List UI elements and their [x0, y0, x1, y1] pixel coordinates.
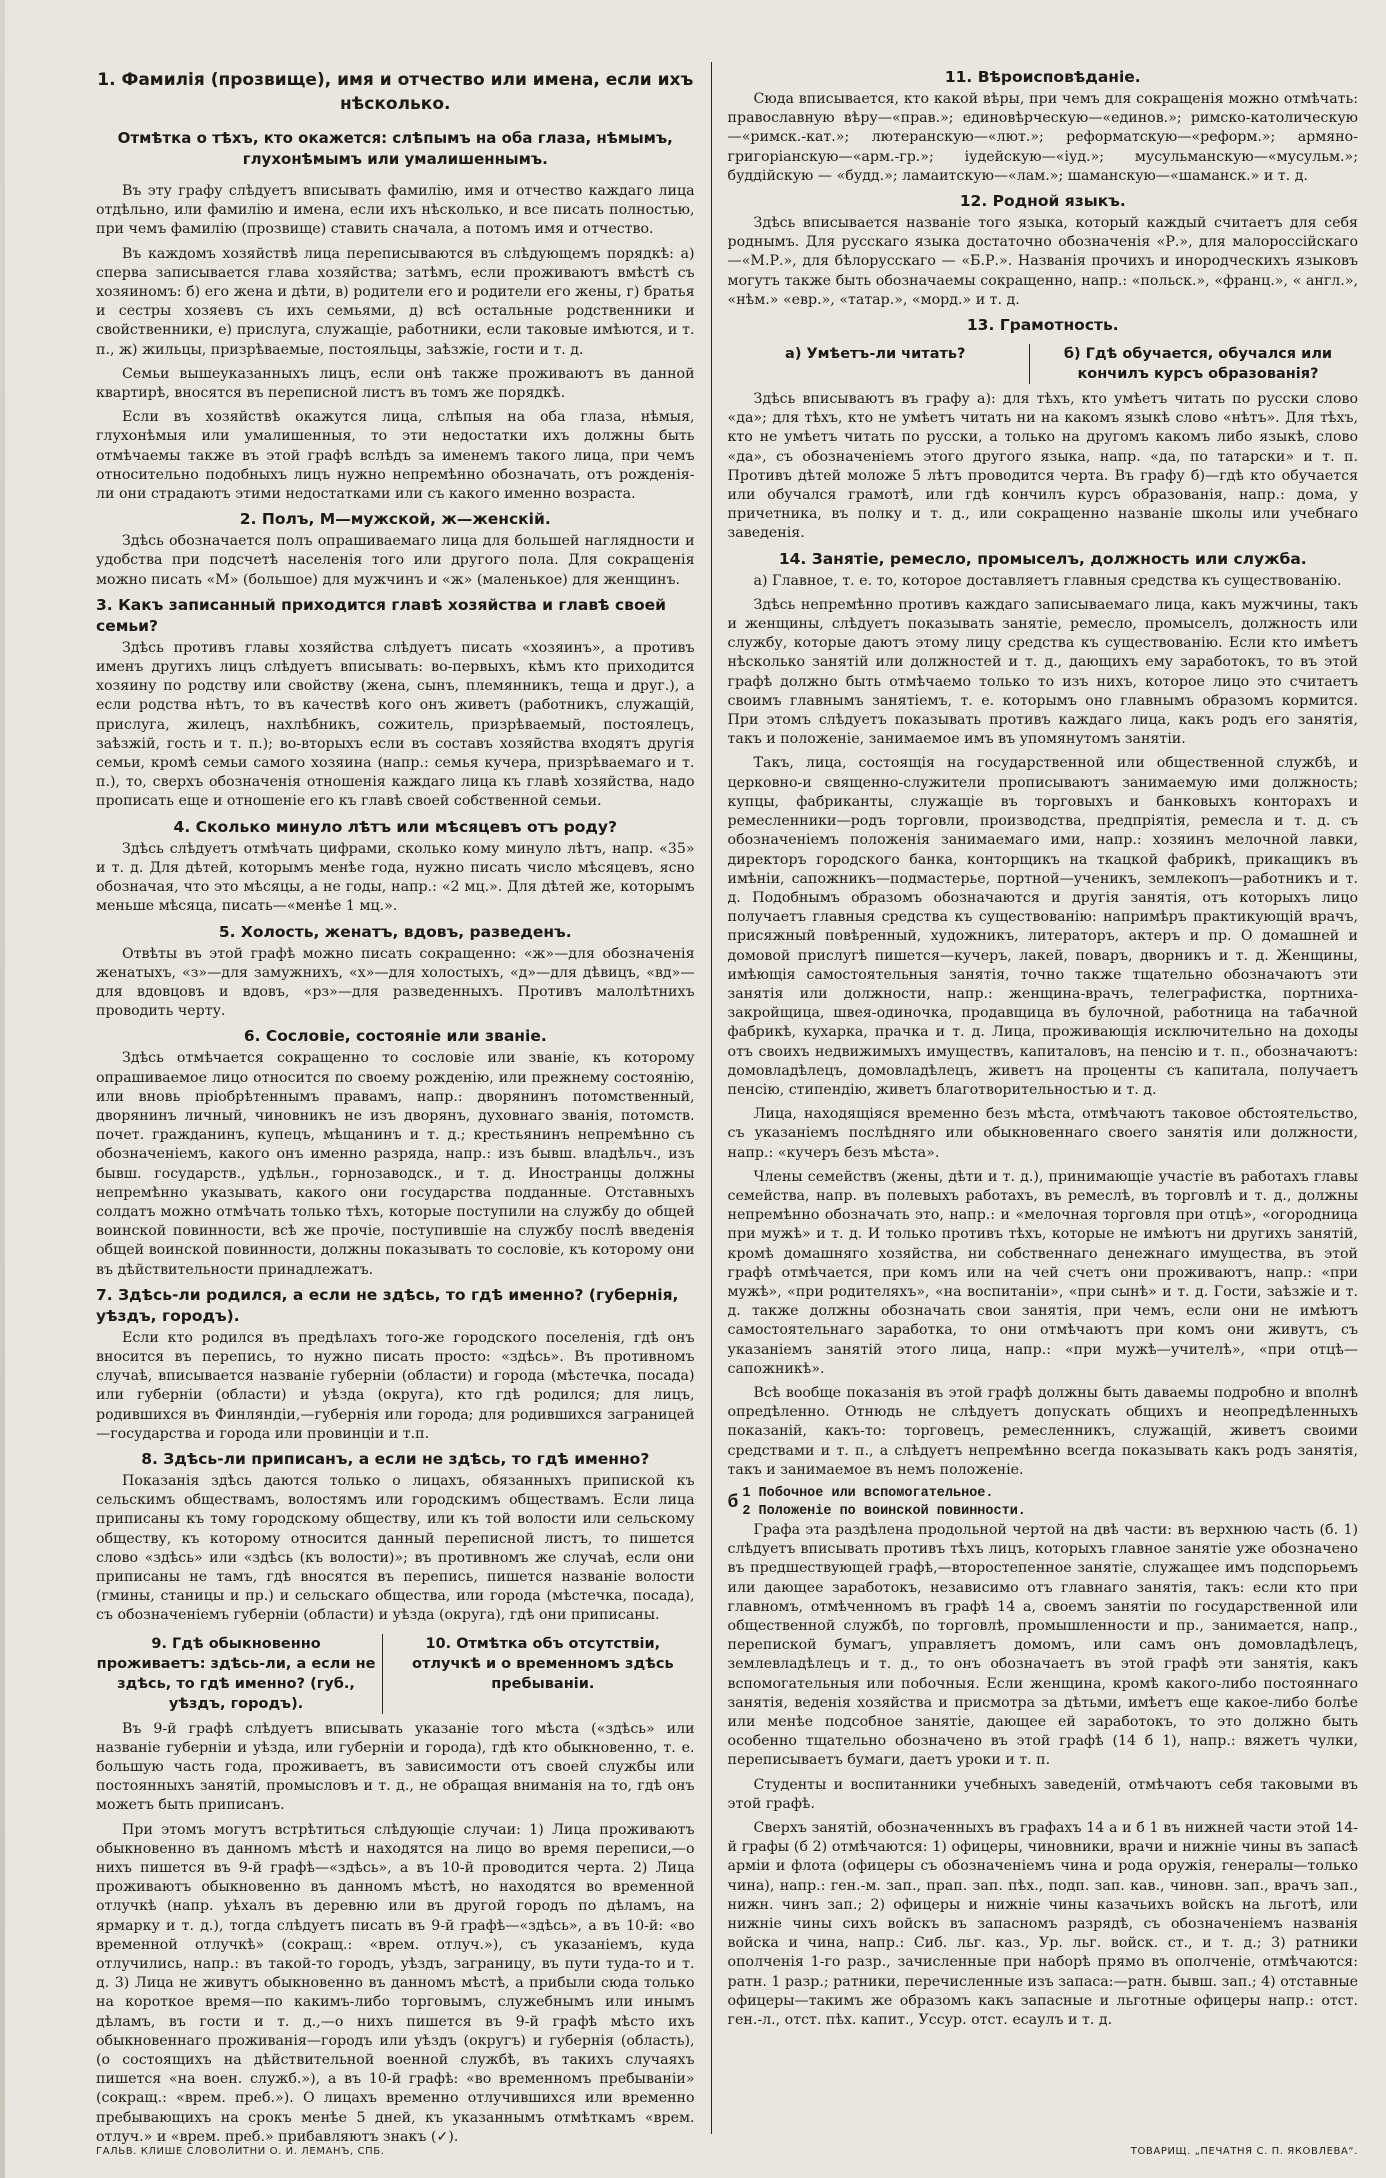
split-heading: [96, 1634, 695, 1714]
section-heading: 11. Вѣроисповѣданіе.: [944, 68, 1141, 86]
split-heading-right: 10. Отмѣтка объ отсутствіи, отлучкѣ и о временномъ здѣсь пребываніи.: [412, 1635, 674, 1692]
split-heading: [728, 344, 1358, 384]
paragraph: Семьи вышеуказанныхъ лицъ, если онѣ также проживаютъ въ данной квартирѣ, вносятся въ переписной листъ въ томъ же порядкѣ.: [96, 365, 695, 402]
section-heading: 6. Сословіе, состояніе или званіе.: [243, 1027, 547, 1046]
section-heading: 12. Родной языкъ.: [959, 192, 1126, 211]
subsection-letter: б: [727, 1492, 739, 1513]
right-column: [714, 62, 1358, 2134]
section-heading: 7. Здѣсь-ли родился, а если не здѣсь, то гдѣ именно? (губернія, уѣздъ, городъ).: [96, 1285, 679, 1325]
section-heading: Отмѣтка о тѣхъ, кто окажется: слѣпымъ на оба глаза, нѣмымъ, глухонѣмымъ или умалишеннымъ.: [117, 129, 673, 168]
paragraph: Здѣсь противъ главы хозяйства слѣдуетъ писать «хозяинъ», а противъ именъ другихъ лицъ слѣдуетъ вписывать: во-первыхъ, кѣмъ кто приходится хозяину по родству или свойству (жена, сынъ, племянникъ, теща и друг.), а если родства нѣтъ, то въ качествѣ кого онъ живетъ (работникъ, служащій, прислуга, жилецъ, нахлѣбникъ, сожитель, призрѣваемый, постоялецъ, заѣзжій, гость и т. п.); во-вторыхъ если въ составъ хозяйства входятъ другія семьи, кромѣ семьи самого хозяина (напр.: семья кучера, призрѣваемаго и т. п.), то, сверхъ обозначенія отношенія каждаго лица къ главѣ хозяйства, надо прописать еще и отношеніе его къ главѣ своей собственной семьи.: [96, 639, 695, 810]
paragraph: Такъ, лица, состоящія на государственной или общественной службѣ, и церковно-и священно-служители прописываютъ занимаемую ими должность; купцы, фабриканты, служащіе въ торговыхъ и банковыхъ конторахъ и ремесленники—родъ торговли, производства, предпріятія, ремесла и т. д. съ обозначеніемъ положенія занимаемаго ими, напр.: хозяинъ мелочной лавки, директоръ городского банка, конторщикъ на ткацкой фабрикѣ, прикащикъ въ имѣніи, сапожникъ—подмастерье, портной—ученикъ, землекопъ—работникъ и т. д. Подобнымъ образомъ обозначаются и другія занятія, отъ которыхъ лицо получаетъ главныя средства къ существованію: напримѣръ практикующій врачъ, присяжный повѣренный, художникъ, литераторъ, актеръ и пр. О домашней и домовой прислугѣ пишется—кучеръ, лакей, поваръ, дворникъ и т. д. Женщины, имѣющія самостоятельныя занятія, точно также тщательно обозначаютъ эти занятія или должности, напр.: женщина-врачъ, телеграфистка, портниха-закройщица, швея-одиночка, продавщица въ булочной, работница на табачной фабрикѣ, кухарка, прачка и т. д. Лица, проживающія исключительно на доходы отъ своихъ недвижимыхъ имуществъ, капиталовъ, на пенсію и т. п., обозначаютъ: домовладѣлецъ, домовладѣлецъ, живетъ на проценты съ капитала, получаетъ пенсію, стипендію, живетъ благотворительностью и т. д.: [727, 755, 1359, 1098]
paragraph: Здѣсь слѣдуетъ отмѣчать цифрами, сколько кому минуло лѣтъ, напр. «35» и т. д. Для дѣтей, которымъ менѣе года, нужно писать число мѣсяцевъ, ясно обозначая, что это мѣсяцы, а не годы, напр.: «2 мц.». Для дѣтей же, которымъ меньше мѣсяца, писать—«менѣе 1 мц.».: [96, 840, 695, 915]
footer-printer-left: ГАЛЬВ. КЛИШЕ СЛОВОЛИТНИ О. И. ЛЕМАНЪ, СПБ.: [96, 2146, 385, 2157]
paragraph: Въ эту графу слѣдуетъ вписывать фамилію, имя и отчество каждаго лица отдѣльно, или фамилію и имена, если ихъ нѣсколько, и все писать полностью, при чемъ фамилію (прозвище) ставить сначала, а потомъ имя и отчество.: [96, 183, 695, 238]
paragraph: Въ 9-й графѣ слѣдуетъ вписывать указаніе того мѣста («здѣсь» или названіе губерніи и уѣзда, или губерніи и города), гдѣ кто обыкновенно, т. е. большую часть года, проживаетъ, въ зависимости отъ своей службы или постоянныхъ занятій, промысловъ и т. д., не обращая вниманія на то, гдѣ онъ можетъ быть приписанъ.: [96, 1720, 695, 1814]
section-heading: 2. Полъ, М—мужской, ж—женскій.: [239, 510, 551, 529]
paragraph: Показанія здѣсь даются только о лицахъ, обязанныхъ припиской къ сельскимъ обществамъ, волостямъ или городскимъ обществамъ. Если лица приписаны къ тому городскому обществу, или къ той волости или сельскому обществу, къ которому относится данный переписной листъ, то пишется слово «здѣсь» или «здѣсь (къ волости)»; въ противномъ же случаѣ, если они приписаны не тамъ, гдѣ вносятся въ перепись, пишется названіе волости (гмины, станицы и пр.) и сельскаго общества, или города (мѣстечка, посада), съ обозначеніемъ губерніи (области) и уѣзда (округа), гдѣ они приписаны.: [96, 1472, 695, 1624]
paragraph: Если въ хозяйствѣ окажутся лица, слѣпыя на оба глаза, нѣмыя, глухонѣмыя или умалишенныя, то эти недостатки ихъ должны быть отмѣчаемы также въ этой графѣ вслѣдъ за именемъ такого лица, при чемъ относительно подобныхъ лицъ нужно непремѣнно обозначать, отъ рожденія-ли они страдаютъ этими недостатками или съ какого именно возраста.: [96, 409, 695, 503]
split-heading-left: 9. Гдѣ обыкновенно проживаетъ: здѣсь-ли, а если не здѣсь, то гдѣ именно? (губ., уѣздъ, городъ).: [96, 1634, 383, 1714]
paragraph: Здѣсь обозначается полъ опрашиваемаго лица для большей наглядности и удобства при подсчетѣ населенія того или другого пола. Для сокращенія можно писать «М» (большое) для мужчинъ и «ж» (маленькое) для женщинъ.: [96, 533, 695, 588]
split-heading-left: а) Умѣетъ-ли читать?: [728, 344, 1030, 384]
page-edge: [0, 0, 5, 2178]
footer-printer-right: ТОВАРИЩ. „ПЕЧАТНЯ С. П. ЯКОВЛЕВА“.: [1130, 2146, 1358, 2157]
section-heading: 13. Грамотность.: [966, 316, 1119, 335]
paragraph: а) Главное, т. е. то, которое доставляетъ главныя средства къ существованію.: [753, 572, 1342, 589]
paragraph: Студенты и воспитанники учебныхъ заведеній, отмѣчаютъ себя таковыми въ этой графѣ.: [727, 1776, 1359, 1812]
paragraph: Здѣсь вписываютъ въ графу а): для тѣхъ, кто умѣетъ читать по русски слово «да»; для тѣхъ, кто не умѣетъ читать ни на какомъ языкѣ слово «нѣтъ». Для тѣхъ, кто не умѣетъ читать по русски, а только на другомъ какомъ либо языкѣ, слово «да», съ обозначеніемъ этого другого языка, напр. «да, по татарски» и т. п. Противъ дѣтей моложе 5 лѣтъ проводится черта. Въ графу б)—гдѣ кто обучается или обучался грамотѣ, или гдѣ кончилъ курсъ образованія, напр.: дома, у причетника, въ полку и т. д., или сокращенно названіе школы или учебнаго заведенія.: [727, 391, 1359, 542]
subsection-note: [728, 1485, 1358, 1521]
paragraph: Въ каждомъ хозяйствѣ лица переписываются въ слѣдующемъ порядкѣ: а) сперва записывается глава хозяйства; затѣмъ, если проживаютъ вмѣстѣ съ хозяиномъ: б) его жена и дѣти, в) родители его и родители его жены, г) братья и сестры хозяевъ съ ихъ семьями, д) всѣ остальные родственники и свойственники, е) прислуга, служащіе, работники, если таковые имѣются, и т. п., ж) жильцы, призрѣваемые, постояльцы, заѣзжіе, гости и т. д.: [96, 245, 695, 358]
paragraph: Если кто родился въ предѣлахъ того-же городского поселенія, гдѣ онъ вносится въ перепись, то нужно писать просто: «здѣсь». Въ противномъ случаѣ, вписывается названіе губерніи (области) и города (мѣстечка, посада) или губерніи (области) и уѣзда (округа), кто гдѣ родился; для лицъ, родившихся въ Финляндіи,—губернія или города; для родившихся заграницей—государства и города или провинціи и т.п.: [96, 1329, 695, 1442]
paragraph: Всѣ вообще показанія въ этой графѣ должны быть даваемы подробно и вполнѣ опредѣленно. Отнюдь не слѣдуетъ допускать общихъ и неопредѣленныхъ показаній, какъ-то: торговецъ, ремесленникъ, служащій, живетъ своими средствами и т. п., а слѣдуетъ непремѣнно всегда показывать какъ родъ занятія, такъ и занимаемое въ немъ положеніе.: [727, 1384, 1359, 1478]
paragraph: Здѣсь непремѣнно противъ каждаго записываемаго лица, какъ мужчины, такъ и женщины, слѣдуетъ показывать занятіе, ремесло, промыселъ, должность или службу, которые даютъ этому лицу средства къ существованію. Если кто имѣетъ нѣсколько занятій или должностей и т. д., дающихъ ему заработокъ, то въ этой графѣ должно быть отмѣчаемо только то изъ нихъ, которое лицо это считаетъ своимъ главнымъ занятіемъ, т. е. которымъ оно главнымъ образомъ кормится. При этомъ слѣдуетъ показывать противъ каждаго лица, какъ родъ его занятія, такъ и положеніе, занимаемое имъ въ упомянутомъ занятіи.: [727, 596, 1359, 748]
section-heading: 5. Холость, женатъ, вдовъ, разведенъ.: [218, 922, 572, 941]
section-heading: 3. Какъ записанный приходится главѣ хозяйства и главѣ своей семьи?: [96, 595, 666, 635]
paragraph: При этомъ могутъ встрѣтиться слѣдующіе случаи: 1) Лица проживаютъ обыкновенно въ данномъ мѣстѣ и находятся на лицо во время переписи,—о нихъ пишется въ 9-й графѣ—«здѣсь», а въ 10-й проводится черта. 2) Лица проживаютъ обыкновенно въ данномъ мѣстѣ, но находятся во временной отлучкѣ (напр. уѣхалъ въ деревню или въ другой городъ по дѣламъ, на ярмарку и т. д.), тогда слѣдуетъ писать въ 9-й графѣ—«здѣсь», а въ 10-й: «во временной отлучкѣ» (сокращ.: «врем. отлуч.»), съ указаніемъ, куда отлучились, напр.: въ такой-то городъ, уѣздъ, заграницу, въ пути туда-то и т. д. 3) Лица не живутъ обыкновенно въ данномъ мѣстѣ, а прибыли сюда только на короткое время—по какимъ-либо торговымъ, служебнымъ или инымъ дѣламъ, въ гости и т. д.,—о нихъ пишется въ 9-й графѣ мѣсто ихъ обыкновеннаго проживанія—городъ или уѣздъ (округъ) и губернія (область), (о состоящихъ на дѣйствительной военной службѣ, въ такихъ случаяхъ пишется «на воен. служб.»), а въ 10-й графѣ: «во временномъ пребываніи» (сокращ.: «врем. преб.»). О лицахъ временно отлучившихся или временно пребывающихъ на срокъ менѣе 5 дней, къ указаннымъ отмѣткамъ «врем. отлуч.» и «врем. преб.» прибавляютъ знакъ (✓).: [96, 1821, 695, 2145]
column-divider: [711, 62, 712, 2134]
paragraph: Лица, находящіяся временно безъ мѣста, отмѣчаютъ таковое обстоятельство, съ указаніемъ послѣдняго или обыкновеннаго своего занятія или должности, напр.: «кучеръ безъ мѣста».: [727, 1106, 1359, 1161]
section-heading: 8. Здѣсь-ли приписанъ, а если не здѣсь, то гдѣ именно?: [141, 1449, 650, 1468]
paragraph: Графа эта раздѣлена продольной чертой на двѣ части: въ верхнюю часть (б. 1) слѣдуетъ вписывать противъ тѣхъ лицъ, которыхъ главное занятіе уже обозначено въ предшествующей графѣ,—второстепенное занятіе, служащее имъ подспорьемъ или дающее заработокъ, независимо отъ главнаго занятія, такъ: если кто при главномъ, отмѣченномъ въ графѣ 14 а, своемъ занятіи по государственной или общественной службѣ, по торговлѣ, промышленности и пр., занимается, напр., перепиской бумагъ, управляетъ домомъ, или самъ онъ домовладѣлецъ, землевладѣлецъ и т. д., то онъ обозначаетъ въ этой графѣ эти занятія, какъ вспомогательныя или побочныя. Если женщина, кромѣ какого-либо постояннаго занятія, веденія хозяйства и присмотра за дѣтьми, имѣетъ еще какое-либо болѣе или менѣе подсобное занятіе, дающее ей заработокъ, то это должно быть особенно тщательно обозначено въ этой графѣ (14 б 1), напр.: вяжетъ чулки, переписываетъ бумаги, даетъ уроки и т. п.: [727, 1522, 1359, 1769]
paragraph: Сюда вписывается, кто какой вѣры, при чемъ для сокращенія можно отмѣчать: православную вѣру—«прав.»; единовѣрческую—«единов.»; римско-католическую—«римск.-кат.»; лютеранскую—«лют.»; реформатскую—«реформ.»; армяно-григоріанскую—«арм.-гр.»; іудейскую—«іуд.»; мусульманскую—«мусульм.»; буддійскую — «будд.»; ламаитскую—«лам.»; шаманскую—«шаманск.» и т. д.: [727, 91, 1359, 184]
left-column: [96, 62, 709, 2145]
split-heading-right: б) Гдѣ обучается, обучался или кончилъ курсъ образованія?: [1063, 346, 1333, 383]
paragraph: Здѣсь отмѣчается сокращенно то сословіе или званіе, къ которому опрашиваемое лицо относится по своему рожденію, или прежнему состоянію, или вновь пріобрѣтеннымъ правамъ, напр.: дворянинъ потомственный, дворянинъ личный, чиновникъ не изъ дворянъ, духовнаго званія, потомств. почет. гражданинъ, купецъ, мѣщанинъ и т. д.; крестьянинъ непремѣнно съ обозначеніемъ, какого онъ именно разряда, напр.: изъ бывш. владѣльч., изъ бывш. государств., удѣльн., горнозаводск., и т. д. Иностранцы должны непремѣнно указывать, какого они государства подданные. Отставныхъ солдатъ можно отмѣчать только тѣхъ, которые поступили на службу до общей воинской повинности, всѣ же прочіе, поступившіе на службу послѣ введенія общей воинской повинности, должны показывать то сословіе, къ которому они въ дѣйствительности принадлежатъ.: [96, 1050, 695, 1278]
section-heading: 14. Занятіе, ремесло, промыселъ, должность или служба.: [778, 549, 1307, 568]
paragraph: Сверхъ занятій, обозначенныхъ въ графахъ 14 а и б 1 въ нижней части этой 14-й графы (б 2) отмѣчаются: 1) офицеры, чиновники, врачи и нижніе чины въ запасѣ арміи и флота (офицеры съ обозначеніемъ чина и рода оружія, генералы—только чина), напр.: ген.-м. зап., прап. зап. пѣх., подп. зап. кав., чиновн. зап., врачъ зап., нижн. чинъ зап.; 2) офицеры и нижніе чины казачьихъ войскъ на льготѣ, или нижніе чины сихъ войскъ въ запасномъ разрядѣ, съ обозначеніемъ названія войска и чина, напр.: Сиб. льг. каз., Ур. льг. войск. ст., и т. д.; 3) ратники ополченія 1-го разр., зачисленные при наборѣ прямо въ ополченіе, отмѣчаются: ратн. 1 разр.; ратники, перечисленные изъ запаса:—ратн. бывш. зап.; 4) отставные офицеры—такимъ же образомъ какъ запасные и льготные офицеры напр.: отст. ген.-л., отст. пѣх. капит., Уссур. отст. есаулъ и т. д.: [727, 1820, 1359, 2029]
paragraph: Отвѣты въ этой графѣ можно писать сокращенно: «ж»—для обозначенія женатыхъ, «з»—для замужнихъ, «х»—для холостыхъ, «д»—для дѣвицъ, «вд»—для вдовцовъ и вдовъ, «рз»—для разведенныхъ. Противъ малолѣтнихъ проводить черту.: [96, 945, 695, 1020]
footer: [0, 2146, 1386, 2166]
section-heading: 1. Фамилія (прозвище), имя и отчество или имена, если ихъ нѣсколько.: [97, 70, 694, 114]
columns: [96, 62, 1359, 2145]
paragraph: Здѣсь вписывается названіе того языка, который каждый считаетъ для себя роднымъ. Для русскаго языка достаточно обозначенія «Р.», для малороссійскаго—«М.Р.», для бѣлорусскаго — «Б.Р.». Названія прочихъ и инородческихъ языковъ могутъ также быть обозначаемы сокращенно, напр.: «польск.», «франц.», « англ.», «нѣм.» «евр.», «татар.», «морд.» и т. д.: [727, 215, 1359, 308]
subsection-line-2: 2 Положеніе по воинской повинности.: [742, 1504, 1026, 1519]
paragraph: Члены семействъ (жены, дѣти и т. д.), принимающіе участіе въ работахъ главы семейства, напр. въ полевыхъ работахъ, въ ремеслѣ, въ торговлѣ и т. д., должны непремѣнно обозначать это, напр.: и «мелочная торговля при отцѣ», «огородница при мужѣ» и т. д. И только противъ тѣхъ, которые не имѣютъ ни другихъ занятій, кромѣ домашняго хозяйства, ни собственнаго денежнаго имущества, въ этой графѣ отмѣчается, при комъ или на чей счетъ они проживаютъ, напр.: «при мужѣ», «при родителяхъ», «на воспитаніи», «при сынѣ» и т. д. Гости, заѣзжіе и т. д. также должны обозначать свои занятія, при чемъ, если они не имѣютъ самостоятельнаго заработка, то они отмѣчаютъ при комъ они живутъ, съ указаніемъ занятій этого лица, напр.: «при мужѣ—учителѣ», «при отцѣ—сапожникѣ».: [727, 1168, 1359, 1377]
section-heading: 4. Сколько минуло лѣтъ или мѣсяцевъ отъ роду?: [173, 817, 617, 836]
subsection-line-1: 1 Побочное или вспомогательное.: [742, 1486, 994, 1501]
